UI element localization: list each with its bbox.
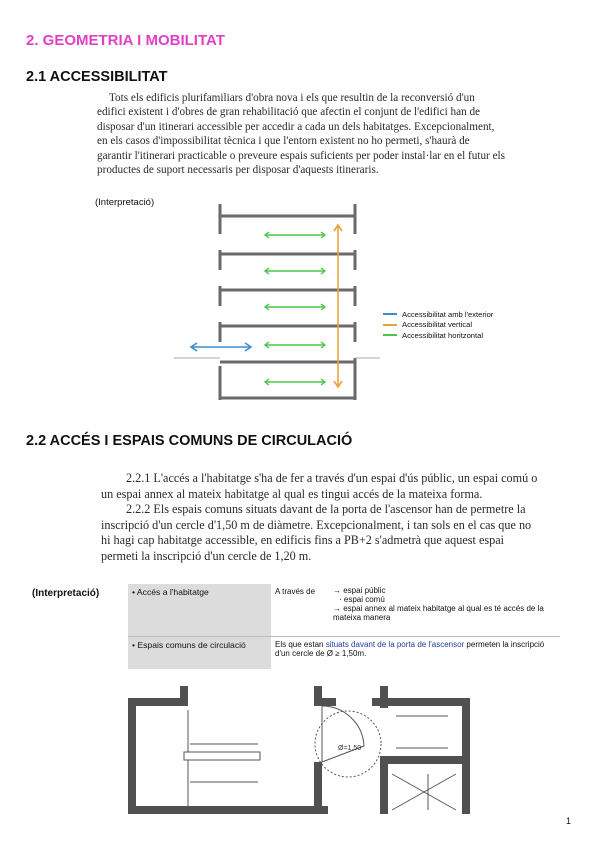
heading-circulation: 2.2 ACCÉS I ESPAIS COMUNS DE CIRCULACIÓ (26, 433, 353, 449)
interpretation-label-1: (Interpretació) (95, 197, 155, 208)
legend-label: Accessibilitat amb l'exterior (402, 309, 494, 319)
row-text: Els que estan (275, 640, 326, 649)
accessibility-paragraph: Tots els edificis plurifamiliars d'obra nova i els que resultin de la reconversió d'un edifici existent i d'obres de gran rehabilitació que afectin el conjunt de l'edifici han de disposar d'un itinerari accessible per accedir a cada un dels habitatges. Excepcionalment, en els casos d'impossibilitat tècnica i que l'entorn existent no ho permeti, s'haurà de garantir l'itinerari practicable o preveure espais suficients per poder instal·lar en el futur els productes de suport necessaris per disposar d'aquests itineraris. (97, 92, 506, 177)
legend-item-exterior (383, 309, 493, 320)
legend-swatch-blue (383, 313, 397, 315)
heading-accessibility: 2.1 ACCESSIBILITAT (26, 69, 168, 85)
legend-label: Accessibilitat horitzontal (402, 330, 484, 340)
circle-diameter-label: Ø=1,50 (338, 745, 362, 752)
table-row (128, 637, 560, 670)
row-text: permeten la inscripció d'un cercle de Ø ≥ 1,50m. (275, 640, 545, 658)
table-row-label: • Espais comuns de circulació (128, 637, 271, 670)
list-item: → espai annex al mateix habitatge al qual es té accés de la mateixa manera (333, 604, 544, 622)
list-item: · espai comú (339, 595, 385, 604)
diagram-legend (383, 309, 493, 341)
circulation-paragraphs (101, 471, 543, 564)
legend-item-vertical (383, 320, 493, 331)
legend-item-horizontal (383, 330, 493, 341)
legend-swatch-orange (383, 324, 397, 326)
table-row-content (271, 637, 560, 670)
row-text-highlight: situats davant de la porta de l'ascensor (325, 640, 465, 649)
building-section-diagram (170, 204, 380, 404)
interpretation-table (128, 584, 560, 669)
row-intro: A través de (275, 587, 316, 596)
table-row (128, 584, 560, 637)
paragraph-2-2-2: 2.2.2 Els espais comuns situats davant de la porta de l'ascensor han de permetre la inscripció d'un cercle d'1,50 m de diàmetre. Excepcionalment, i tan sols en el cas que no hi hagi cap habitatge accessible, en edificis fins a PB+2 s'admetrà que aquest espai permeti la inscripció d'un cercle de 1,20 m. (101, 502, 532, 563)
page-number: 1 (565, 816, 571, 826)
table-row-label: • Accés a l'habitatge (128, 584, 271, 637)
floor-plan-diagram (128, 686, 470, 814)
legend-label: Accessibilitat vertical (402, 320, 473, 330)
interpretation-label-2: (Interpretació) (32, 588, 100, 599)
section-title: 2. GEOMETRIA I MOBILITAT (26, 32, 225, 49)
list-item: → espai públic (333, 586, 386, 595)
paragraph-2-2-1: 2.2.1 L'accés a l'habitatge s'ha de fer a través d'un espai d'ús públic, un espai comú o un espai annex al mateix habitatge al qual es tingui accés de la mateixa forma. (101, 471, 538, 501)
table-row-content (271, 584, 560, 637)
legend-swatch-green (383, 334, 397, 336)
